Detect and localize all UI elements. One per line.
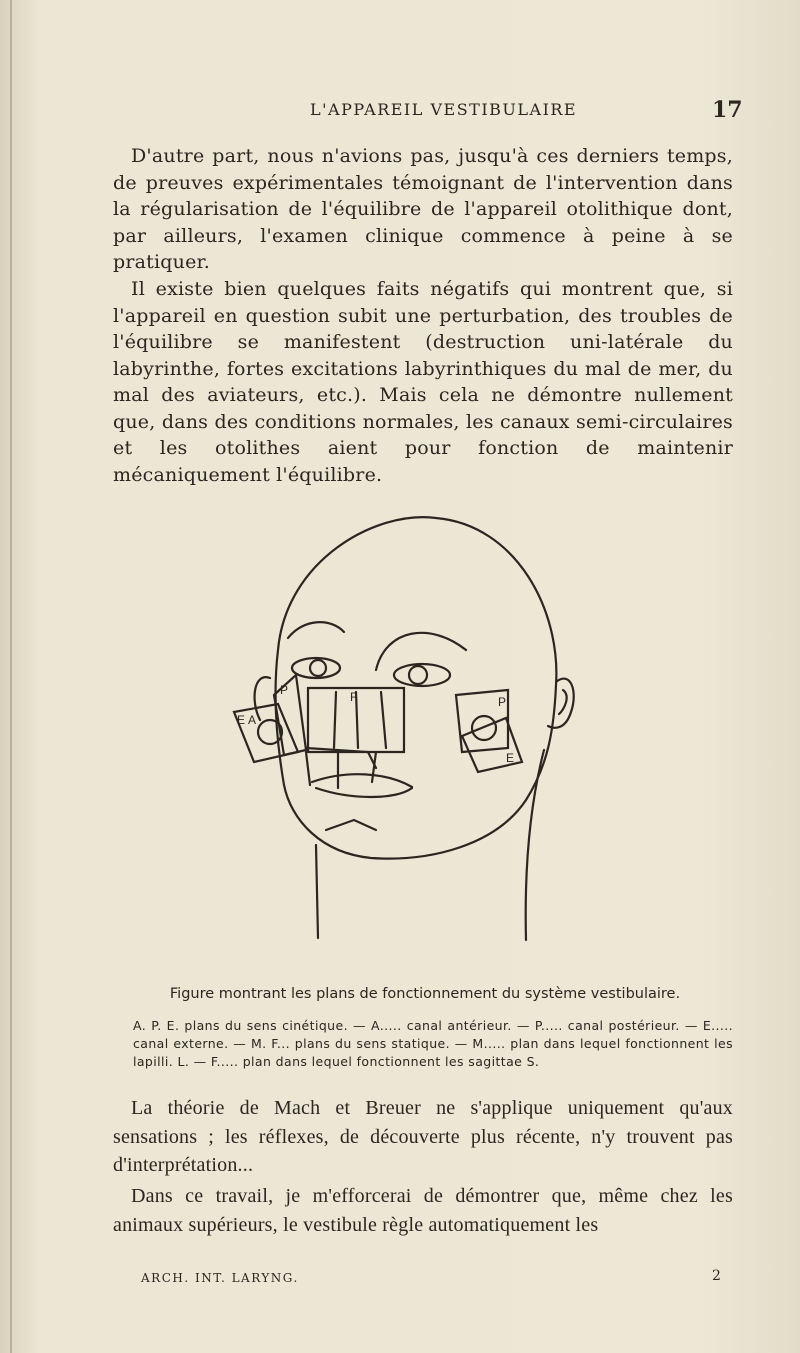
paragraph-4 — [113, 1182, 733, 1239]
paragraph-3-text: La théorie de Mach et Breuer ne s'applique uniquement qu'aux sensations ; les réflexes, de découverte plus récente, n'y trouvent pas d'interprétation... — [113, 1097, 733, 1176]
chin-mark — [326, 820, 376, 830]
footer-signature: ARCH. INT. LARYNG. — [141, 1271, 299, 1285]
running-head: L'APPAREIL VESTIBULAIRE — [310, 100, 578, 119]
brow-left — [288, 622, 344, 638]
paragraph-2-text: Il existe bien quelques faits négatifs qui montrent que, si l'appareil en question subit une perturbation, des troubles de l'équilibre se manifestent (destruction uni-latérale du labyrinthe, fortes excitations labyrinthiques du mal de mer, du mal des aviateurs, etc.). Mais cela ne démontre nullement que, dans des conditions normales, les canaux semi-circulaires et les otolithes aient pour fonction de maintenir mécaniquement l'équilibre. — [113, 278, 733, 486]
label-e-right: E — [506, 751, 515, 765]
page-number: 17 — [712, 97, 743, 123]
label-p-right: P — [498, 695, 507, 709]
label-a-left: A — [248, 713, 257, 727]
ear-left — [255, 677, 270, 720]
label-p-left: P — [280, 683, 289, 697]
neck-left — [316, 845, 318, 938]
paragraph-3 — [113, 1094, 733, 1180]
paragraph-2 — [113, 276, 733, 488]
neck-right — [526, 750, 544, 940]
lower-lip — [316, 788, 412, 797]
upper-lip — [312, 774, 412, 787]
figure-legend: A. P. E. plans du sens cinétique. — A..... canal antérieur. — P..... canal postérieur. — E..... canal externe. — M. F... plans du sens statique. — M..... plan dans lequel fonctionnent les lapilli. L. — F..... plan dans lequel fonctionnent les sagittae S. — [133, 1018, 733, 1069]
label-f-center: F — [350, 690, 358, 704]
footer-sheet-number: 2 — [712, 1268, 721, 1284]
label-e-left: E — [237, 713, 246, 727]
page-edge-line — [10, 0, 12, 1353]
ear — [548, 679, 574, 728]
figure-caption: Figure montrant les plans de fonctionnement du système vestibulaire. — [169, 986, 681, 1002]
paragraph-1-text: D'autre part, nous n'avions pas, jusqu'à ces derniers temps, de preuves expérimentales témoignant de l'intervention dans la régularisation de l'équilibre de l'appareil otolithique dont, par ailleurs, l'examen clinique commence à peine à se pratiquer. — [113, 145, 733, 273]
paragraph-4-text: Dans ce travail, je m'efforcerai de démontrer que, même chez les animaux supérieurs, le vestibule règle automatiquement les — [113, 1185, 733, 1236]
vestibular-planes-figure — [226, 500, 586, 970]
paragraph-1 — [113, 143, 733, 276]
